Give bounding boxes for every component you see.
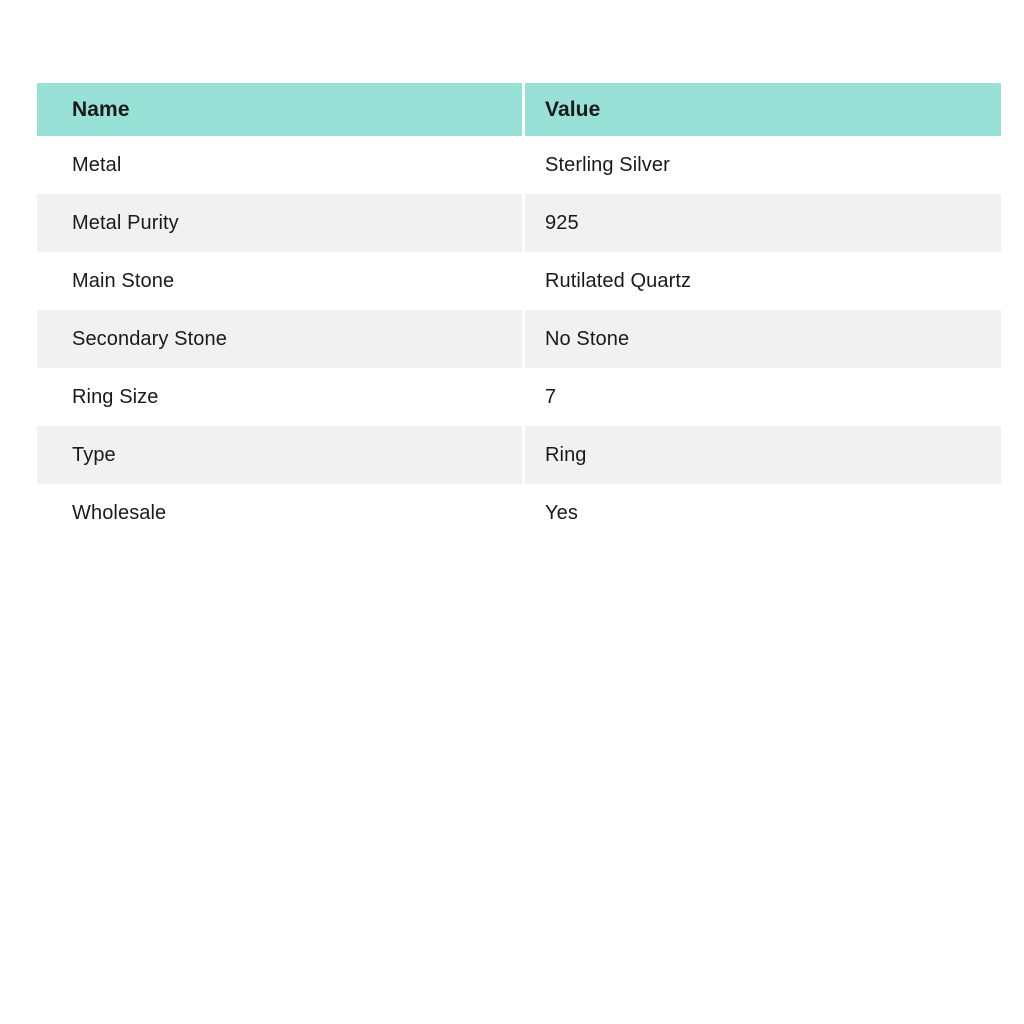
table-row-main-stone (37, 252, 1001, 310)
row-value: No Stone (525, 310, 1001, 368)
column-header-value: Value (525, 83, 1001, 136)
row-value: Rutilated Quartz (525, 252, 1001, 310)
table-header-row (37, 83, 1001, 136)
row-label: Metal (37, 136, 522, 194)
row-value: Ring (525, 426, 1001, 484)
row-label: Main Stone (37, 252, 522, 310)
row-label: Type (37, 426, 522, 484)
row-label: Secondary Stone (37, 310, 522, 368)
row-label: Wholesale (37, 484, 522, 542)
table-row-type (37, 426, 1001, 484)
row-value: Yes (525, 484, 1001, 542)
row-value: 7 (525, 368, 1001, 426)
column-header-name: Name (37, 83, 522, 136)
table-row-wholesale (37, 484, 1001, 542)
row-value: 925 (525, 194, 1001, 252)
product-attributes-table (37, 83, 1001, 542)
table-row-metal (37, 136, 1001, 194)
row-value: Sterling Silver (525, 136, 1001, 194)
table-row-secondary-stone (37, 310, 1001, 368)
table-row-ring-size (37, 368, 1001, 426)
row-label: Ring Size (37, 368, 522, 426)
row-label: Metal Purity (37, 194, 522, 252)
table-row-metal-purity (37, 194, 1001, 252)
